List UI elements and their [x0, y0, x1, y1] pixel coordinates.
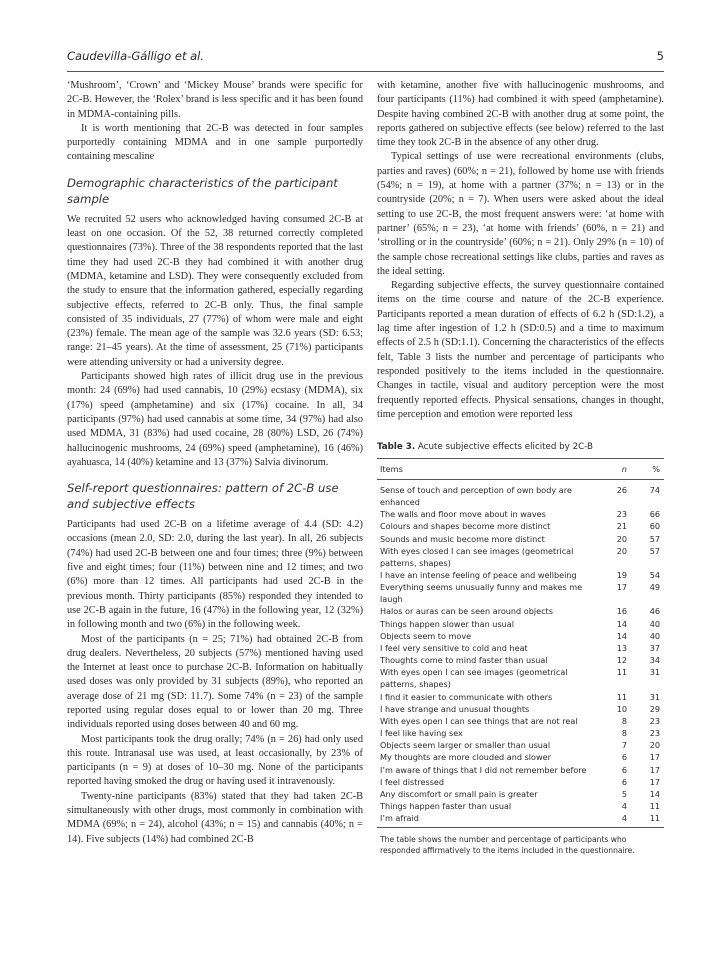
row-percent: 23 — [649, 728, 660, 739]
row-percent: 17 — [649, 776, 660, 787]
row-percent: 17 — [649, 752, 660, 763]
row-n: 14 — [616, 618, 627, 629]
row-n: 11 — [616, 691, 627, 702]
table-row — [377, 581, 664, 605]
paragraph: We recruited 52 users who acknowledged having consumed 2C-B at least on one occasion. Of the 52, 38 returned correctly completed questionnaires (73%). Three of the 38 respondents reported that the last time they had used 2C-B they had combined it with another drug (MDMA, ketamine and LSD). They were consequently excluded from the study to ensure that the information gathered, especially regarding subjective effects, referred to 2C-B only. Thus, the final sample consisted of 35 individuals, 27 (77%) of whom were male and eight (23%) female. The mean age of the sample was 32.6 years (SD: 6.53; range: 21–45 years). At the time of assessment, 25 (71%) participants were attending university or had a university degree. — [67, 213, 363, 368]
row-item: Everything seems unusually funny and makes me laugh — [380, 582, 583, 605]
row-n: 12 — [616, 655, 627, 666]
row-n: 6 — [621, 776, 627, 787]
row-item: With eyes open I can see things that are not real — [380, 715, 578, 726]
row-percent: 20 — [649, 740, 660, 751]
header-items: Items — [380, 464, 403, 474]
table-row — [377, 800, 664, 812]
row-item: Halos or auras can be seen around objects — [380, 606, 553, 617]
paragraph: Twenty-nine participants (83%) stated that they had taken 2C-B simultaneously with other drugs, most commonly in combination with MDMA (69%; n = 24), alcohol (43%; n = 15) and cannabis (40%; n = 14). Five subjects (14%) had combined 2C-B — [67, 790, 363, 845]
table-row — [377, 776, 664, 788]
row-percent: 31 — [649, 691, 660, 702]
row-percent: 29 — [649, 703, 660, 714]
table-row — [377, 764, 664, 776]
row-n: 7 — [621, 740, 627, 751]
row-item: Colours and shapes become more distinct — [380, 521, 551, 532]
header-n: n — [621, 464, 627, 474]
row-n: 13 — [616, 642, 627, 653]
header-rule — [67, 71, 664, 72]
row-n: 20 — [616, 533, 627, 544]
header-percent: % — [652, 464, 660, 474]
row-n: 17 — [616, 582, 627, 593]
paragraph: Regarding subjective effects, the survey questionnaire contained items on the time course and nature of the 2C-B experience. Participants reported a mean duration of effects of 6.2 h (SD:1.2), a lag time after ingestion of 1.2 h (SD:0.5) and a time to maximum effects of 2.5 h (SD:1.1). Concerning the characteristics of the effects felt, Table 3 lists the number and percentage of participants who responded positively to the items included in the questionnaire. Changes in tactile, visual and auditory perception were the most frequently reported effects. Physical sensations, changes in thought, time perception and emotion were reported less — [377, 280, 664, 420]
section-heading-self-report: Self-report questionnaires: pattern of 2C-B use and subjective effects — [67, 481, 339, 512]
table-3 — [377, 441, 664, 857]
row-item: Things happen faster than usual — [380, 801, 512, 812]
row-item: Sense of touch and perception of own body are enhanced — [380, 485, 572, 508]
row-n: 20 — [616, 545, 627, 556]
row-item: Thoughts come to mind faster than usual — [380, 655, 548, 666]
running-header — [67, 49, 664, 67]
table-row — [377, 484, 664, 508]
paragraph: It is worth mentioning that 2C-B was detected in four samples purportedly containing MDMA and in one sample purportedly containing mescaline — [67, 122, 363, 163]
table-row — [377, 690, 664, 702]
row-item: My thoughts are more clouded and slower — [380, 752, 551, 763]
table-row — [377, 739, 664, 751]
row-item: Objects seem to move — [380, 630, 472, 641]
row-percent: 14 — [649, 789, 660, 800]
row-n: 5 — [621, 789, 627, 800]
row-percent: 37 — [649, 642, 660, 653]
table-row — [377, 666, 664, 690]
table-row — [377, 642, 664, 654]
right-column — [377, 79, 664, 422]
paragraph: with ketamine, another five with hallucinogenic mushrooms, and four participants (11%) had combined it with speed (amphetamine). Despite having combined 2C-B with another drug at some point, the reports gathered on subjective effects (see below) referred to the last time they took 2C-B in the absence of any other drug. — [377, 80, 664, 149]
table-row — [377, 751, 664, 763]
table-row — [377, 788, 664, 800]
row-item: I feel very sensitive to cold and heat — [380, 642, 528, 653]
row-item: With eyes closed I can see images (geometrical patterns, shapes) — [380, 545, 574, 568]
row-item: Objects seem larger or smaller than usual — [380, 740, 551, 751]
row-n: 10 — [616, 703, 627, 714]
row-item: I feel distressed — [380, 776, 445, 787]
row-n: 4 — [621, 813, 627, 824]
section-heading-demographics: Demographic characteristics of the participant sample — [67, 175, 338, 206]
row-percent: 23 — [649, 715, 660, 726]
paragraph: ‘Mushroom’, ‘Crown’ and ‘Mickey Mouse’ brands were specific for 2C-B. However, the ‘Rolex’ brand is less specific and it has been found in MDMA-containing pills. — [67, 80, 363, 120]
row-item: Things happen slower than usual — [380, 618, 514, 629]
row-percent: 40 — [649, 618, 660, 629]
row-item: I feel like having sex — [380, 728, 463, 739]
row-percent: 74 — [649, 485, 660, 496]
row-percent: 66 — [649, 509, 660, 520]
row-n: 11 — [616, 667, 627, 678]
row-n: 6 — [621, 752, 627, 763]
row-item: The walls and floor move about in waves — [380, 509, 546, 520]
running-header-authors: Caudevilla-Gálligo et al. — [67, 49, 205, 63]
row-n: 21 — [616, 521, 627, 532]
table-header-row — [377, 459, 664, 480]
table-row — [377, 508, 664, 520]
row-percent: 40 — [649, 630, 660, 641]
row-n: 4 — [621, 801, 627, 812]
row-percent: 46 — [649, 606, 660, 617]
row-item: I’m aware of things that I did not remember before — [380, 764, 587, 775]
table-row — [377, 703, 664, 715]
row-percent: 60 — [649, 521, 660, 532]
table-footnote: The table shows the number and percentage of participants who responded affirmatively to the items included in the questionnaire. — [380, 834, 635, 855]
table-title — [377, 441, 664, 459]
row-percent: 11 — [649, 801, 660, 812]
row-percent: 31 — [649, 667, 660, 678]
row-percent: 34 — [649, 655, 660, 666]
row-percent: 57 — [649, 533, 660, 544]
table-row — [377, 630, 664, 642]
row-percent: 49 — [649, 582, 660, 593]
table-row — [377, 727, 664, 739]
table-row — [377, 618, 664, 630]
row-n: 14 — [616, 630, 627, 641]
row-percent: 17 — [649, 764, 660, 775]
table-caption: Acute subjective effects elicited by 2C-B — [417, 442, 593, 452]
table-row — [377, 812, 664, 824]
table-row — [377, 715, 664, 727]
paragraph: Typical settings of use were recreational environments (clubs, parties and raves) (60%; n = 21), followed by home use with friends (54%; n = 19), at home with a partner (37%; n = 13) or in the countryside (20%; n = 7). When users were asked about the ideal setting to use 2C-B, the most frequent answers were: ‘at home with partner’ (65%; n = 23), ‘at home with friends’ (60%, n = 21) and ‘strolling or in the countryside’ (60%; n = 21). Only 29% (n = 10) of the sample chose recreational settings like clubs, parties and raves as the ideal setting. — [377, 151, 664, 277]
row-item: Any discomfort or small pain is greater — [380, 789, 538, 800]
row-percent: 57 — [649, 545, 660, 556]
row-item: Sounds and music become more distinct — [380, 533, 545, 544]
page-number: 5 — [656, 49, 664, 63]
row-n: 19 — [616, 570, 627, 581]
table-row — [377, 569, 664, 581]
paragraph: Most of the participants (n = 25; 71%) had obtained 2C-B from drug dealers. Nevertheless, 20 subjects (57%) mentioned having used the Internet at least once to purchase 2C-B. Information on habitually used doses was only provided by 31 subjects (89%), who reported an average dose of 21 mg (SD: 11.7). Some 74% (n = 23) of the sample reported using regular doses equal to or lower than 20 mg. Three individuals reported using doses between 40 and 60 mg. — [67, 633, 363, 731]
table-row — [377, 545, 664, 569]
table-row — [377, 654, 664, 666]
table-row — [377, 605, 664, 617]
table-row — [377, 520, 664, 532]
table-row — [377, 533, 664, 545]
row-item: I find it easier to communicate with others — [380, 691, 553, 702]
row-n: 23 — [616, 509, 627, 520]
row-item: I have an intense feeling of peace and wellbeing — [380, 570, 577, 581]
row-n: 8 — [621, 728, 627, 739]
row-percent: 54 — [649, 570, 660, 581]
row-n: 16 — [616, 606, 627, 617]
table-label: Table 3. — [377, 442, 416, 452]
row-n: 26 — [616, 485, 627, 496]
row-percent: 11 — [649, 813, 660, 824]
row-item: I’m afraid — [380, 813, 419, 824]
row-n: 8 — [621, 715, 627, 726]
row-item: I have strange and unusual thoughts — [380, 703, 530, 714]
table-body — [377, 480, 664, 828]
left-column — [67, 79, 363, 847]
paragraph: Most participants took the drug orally; 74% (n = 26) had only used this route. Intranasal use was used, at least occasionally, by 23% of participants (n = 9) at doses of 10–30 mg. None of the participants reported having smoked the drug or having used it intravenously. — [67, 733, 363, 788]
paragraph: Participants had used 2C-B on a lifetime average of 4.4 (SD: 4.2) occasions (mean 2.0, SD: 2.0, during the last year). In all, 26 subjects (74%) had used 2C-B between one and four times; three (9%) between five and eight times; four (11%) between nine and 12 times; and two (6%) more than 12 times. All participants had used 2C-B in the previous month. Thirty participants (85%) responded they intended to use 2C-B again in the future, 16 (47%) in the following year, 12 (32%) in following month and two (6%) in the following week. — [67, 519, 363, 631]
row-item: With eyes open I can see images (geometrical patterns, shapes) — [380, 667, 568, 690]
row-n: 6 — [621, 764, 627, 775]
paragraph: Participants showed high rates of illicit drug use in the previous month: 24 (69%) had used cannabis, 10 (29%) ecstasy (MDMA), six (17%) speed (amphetamine) and six (17%) cocaine. In all, 34 participants (97%) had used cannabis at some time, 34 (97%) had also used MDMA, 31 (83%) had used cocaine, 28 (80%) LSD, 26 (74%) hallucinogenic mushrooms, 24 (69%) speed (amphetamine), 16 (46%) ayahuasca, 14 (40%) ketamine and 13 (37%) Salvia divinorum. — [67, 371, 363, 468]
